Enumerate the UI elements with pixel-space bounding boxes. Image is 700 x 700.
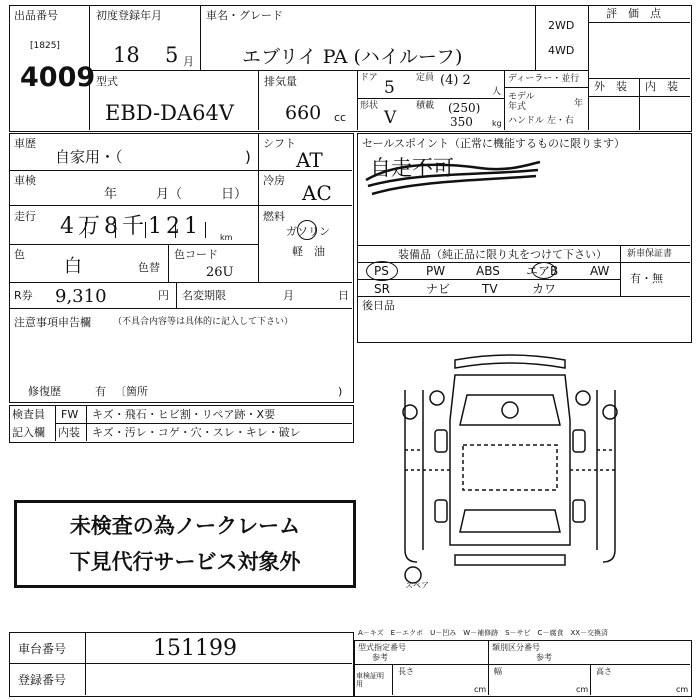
divider	[9, 282, 352, 283]
model-year-unit: 年	[574, 99, 584, 109]
divider	[488, 664, 489, 695]
deadline-label: 名変期限	[182, 289, 226, 302]
exterior-label: 外 装	[594, 80, 627, 93]
divider	[504, 70, 505, 130]
after-label: 後日品	[362, 299, 395, 312]
model-label: 型式	[96, 75, 118, 88]
equip-pw: PW	[426, 264, 446, 278]
history-value: 自家用・（	[55, 148, 123, 166]
divider	[504, 87, 588, 88]
equip-ps: PS	[374, 264, 389, 278]
mileage-unit: km	[220, 233, 233, 242]
divider	[9, 663, 352, 664]
door-label: ドア	[360, 73, 378, 83]
first-reg-label: 初度登録年月	[96, 9, 162, 22]
shaken-label: 車検	[14, 174, 36, 187]
recycle-value: 9,310	[55, 286, 107, 307]
recycle-label: R券	[14, 289, 33, 302]
chassis-label: 車台番号	[18, 642, 67, 656]
ac-label: 冷房	[263, 174, 285, 187]
equip-abs: ABS	[476, 264, 500, 278]
mileage-sep	[115, 222, 116, 238]
mileage-sep	[205, 222, 206, 238]
drive-2wd: 2WD	[548, 19, 575, 32]
fuel-label: 燃料	[263, 210, 285, 223]
lot-sub: [1825]	[30, 41, 60, 51]
first-reg-year: 18	[113, 43, 140, 67]
int-text: キズ・汚レ・コゲ・穴・スレ・キレ・破レ	[92, 426, 301, 439]
class-label: 類別区分番号	[492, 643, 540, 652]
mileage-sep	[85, 222, 86, 238]
sales-struck: 自走不可	[370, 156, 454, 180]
divider	[535, 5, 536, 70]
divider	[357, 262, 690, 263]
divider	[9, 205, 352, 206]
reg-label: 登録番号	[18, 673, 67, 687]
repair-value: 有	[95, 385, 106, 398]
model-year-label: モデル年式	[508, 92, 535, 112]
strike-scribble	[360, 150, 550, 200]
displacement-label: 排気量	[264, 75, 297, 88]
shaken-value: 年 月（ 日）	[104, 187, 248, 202]
equip-tv: TV	[482, 282, 498, 296]
displacement-value: 660	[285, 102, 322, 124]
sales-label: セールスポイント（正常に機能するものに限ります）	[362, 137, 626, 150]
mileage-label: 走行	[14, 210, 36, 223]
cm3: cm	[676, 685, 689, 694]
equip-leather: カワ	[532, 282, 557, 296]
equip-navi: ナビ	[426, 282, 451, 296]
mileage-sep	[175, 222, 176, 238]
book-value: 有・無	[630, 272, 663, 285]
height-label: 高さ	[596, 667, 612, 676]
divider	[55, 405, 56, 441]
divider	[588, 5, 589, 130]
load-value-a: (250)	[448, 101, 481, 115]
book-label: 新車保証書	[627, 249, 673, 259]
divider	[639, 78, 640, 130]
int-label: 内装	[58, 426, 80, 439]
model-value: EBD-DA64V	[105, 101, 234, 125]
divider	[357, 279, 620, 280]
divider	[9, 244, 258, 245]
color-value: 白	[64, 256, 82, 277]
divider	[620, 245, 621, 296]
load-label: 積載	[416, 101, 435, 111]
mileage-value: 4万8千121	[60, 214, 202, 239]
ref-label: 参考	[372, 653, 388, 662]
divider	[86, 405, 87, 441]
interior-label: 内 装	[645, 80, 678, 93]
first-reg-month-unit: 月	[183, 55, 194, 68]
shape-value: V	[384, 108, 397, 128]
cert-label: 車検証明用	[356, 672, 384, 689]
equip-label: 装備品（純正品に限り丸をつけて下さい）	[398, 248, 607, 261]
inspector-label1: 検査員	[12, 408, 45, 421]
notice-line1: 未検査の為ノークレーム	[69, 514, 301, 538]
notice-line2: 下見代行サービス対象外	[69, 550, 301, 574]
divider	[357, 296, 690, 297]
load-unit: kg	[492, 119, 502, 128]
first-reg-month: 5	[165, 43, 179, 67]
fuel-diesel: 軽 油	[292, 245, 325, 258]
shift-label: シフト	[263, 137, 296, 150]
rating-label: 評 価 点	[606, 7, 661, 20]
history-close: )	[245, 148, 251, 166]
history-label: 車歴	[14, 137, 36, 150]
divider	[588, 22, 690, 23]
len-label: 長さ	[398, 667, 414, 676]
door-value: 5	[384, 78, 395, 98]
divider	[89, 70, 588, 71]
form-label: 型式指定番号	[358, 643, 406, 652]
divider	[176, 282, 177, 308]
divider	[357, 245, 690, 246]
spare-label: スペア	[405, 581, 429, 590]
name-value: エブリイ PA (ハイルーフ)	[242, 46, 463, 68]
fuel-gas-circle	[297, 220, 317, 240]
load-value-b: 350	[450, 115, 473, 129]
dealer-label: ディーラー・並行	[508, 74, 580, 84]
ref2-label: 参考	[536, 653, 552, 662]
color-label: 色	[14, 248, 25, 261]
divider	[9, 308, 352, 309]
repair-close: )	[338, 385, 343, 398]
capacity-unit: 人	[492, 87, 502, 97]
capacity-value: (4) 2	[440, 73, 471, 88]
divider	[200, 5, 201, 70]
fw-text: キズ・飛石・ヒビ割・リペア跡・X要	[92, 408, 276, 421]
divider	[258, 70, 259, 130]
cm1: cm	[474, 685, 487, 694]
divider	[590, 664, 591, 695]
inspector-label2: 記入欄	[12, 426, 45, 439]
lot-label: 出品番号	[14, 9, 58, 22]
cm2: cm	[576, 685, 589, 694]
deadline-month: 月	[283, 289, 294, 302]
recycle-unit: 円	[158, 289, 169, 302]
divider	[85, 632, 86, 695]
divider	[354, 664, 690, 665]
shift-value: AT	[296, 148, 323, 172]
divider	[357, 98, 504, 99]
drive-4wd: 4WD	[548, 44, 575, 57]
chassis-value: 151199	[153, 636, 237, 661]
width-label: 幅	[494, 667, 502, 676]
color-code-value: 26U	[206, 265, 234, 280]
lot-number: 4009	[20, 62, 96, 93]
mileage-sep	[145, 222, 146, 238]
ac-value: AC	[302, 181, 332, 205]
repair-label: 修復歴	[28, 385, 61, 398]
divider	[55, 423, 352, 424]
equip-aw: AW	[590, 264, 610, 278]
fw-label: FW	[61, 408, 79, 421]
divider	[168, 244, 169, 282]
equip-ps-circle	[366, 261, 398, 281]
name-label: 車名・グレード	[206, 9, 283, 22]
shape-label: 形状	[360, 101, 379, 111]
notes-label: 注意事項申告欄	[14, 316, 91, 329]
damage-legend: A－キズ E－エクボ U－凹み W－補修跡 S－サビ C－腐食 XX－交換済	[358, 629, 609, 637]
divider	[357, 70, 358, 130]
handle-label: ハンドル 左・右	[508, 116, 574, 126]
equip-airbag-circle	[532, 262, 556, 279]
equip-sr: SR	[374, 282, 390, 296]
color-code-label: 色コード	[174, 248, 218, 261]
color-change-label: 色替	[138, 261, 160, 274]
displacement-unit: cc	[334, 111, 347, 124]
car-diagram	[395, 350, 625, 590]
notice-box	[14, 500, 356, 588]
divider	[258, 133, 259, 282]
fuel-gas: ガソリン	[286, 225, 330, 238]
divider	[488, 640, 489, 664]
capacity-label: 定員	[416, 73, 435, 83]
deadline-day: 日	[338, 289, 349, 302]
left-frame	[9, 133, 354, 403]
divider	[392, 664, 393, 695]
repair-hint: 〔箇所	[115, 385, 148, 398]
notes-hint: （不具合内容等は具体的に記入して下さい）	[113, 317, 294, 327]
equip-airbag: エアB	[526, 264, 559, 278]
